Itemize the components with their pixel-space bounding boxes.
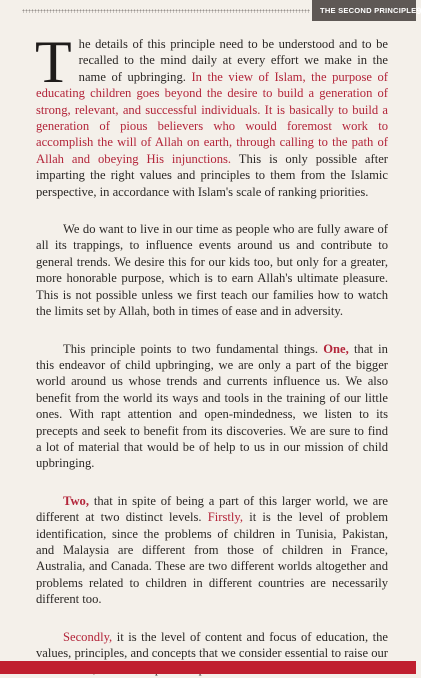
paragraph-3	[36, 341, 388, 472]
header-dotted-rule	[22, 9, 310, 13]
keyword-secondly: Secondly,	[63, 629, 113, 644]
header-block	[312, 0, 421, 21]
paragraph-4-part1: that in spite of being a part of this larger world, we are different at two distinct levels.	[36, 493, 388, 525]
paragraph-3-rest: that in this endeavor of child upbringing, we are only a part of the bigger world around us whose trends and currents influence us. We also benefit from the world its ways and tools in the training of our little ones. With rapt attention and open-mindedness, we listen to its precepts and seek to benefit from its discoveries. We are sure to find a lot of material that would be of help to us in our mission of child upbringing.	[36, 341, 388, 471]
drop-cap: T	[35, 29, 72, 95]
running-title: THE SECOND PRINCIPLE	[320, 6, 417, 15]
paragraph-1-outro: This is only possible after imparting the right values and principles to them from the Islamic perspective, in accordance with Islam's scale of ranking priorities.	[36, 151, 388, 199]
paragraph-3-lead: This principle points to two fundamental things.	[63, 341, 318, 356]
body-text	[35, 29, 388, 678]
keyword-one: One,	[323, 341, 349, 356]
paragraph-1-intro: he details of this principle need to be understood and to be recalled to the mind daily at every effort we make in the name of upbringing.	[78, 37, 388, 84]
paragraph-4-part2: it is the level of problem identification, since the problems of children in Tunisia, Pakistan, and Malaysia are different from those of children in France, Australia, and Canada. These are two different worlds altogether and problems related to children in different countries are necessarily different too.	[36, 510, 388, 607]
bottom-accent-bar	[0, 661, 416, 674]
running-header	[0, 0, 421, 18]
keyword-two: Two,	[63, 493, 90, 508]
paragraph-1	[35, 29, 388, 200]
paragraph-2: We do want to live in our time as people who are fully aware of all its trappings, to influence events around us and contribute to general trends. We desire this for our kids too, but only for a greater, more honorable purpose, which is to earn Allah's ultimate pleasure. This is not possible unless we first teach our families how to watch the limits set by Allah, both in times of ease and in adversity.	[36, 222, 388, 319]
paragraph-1-highlight: In the view of Islam, the purpose of educating children goes beyond the desire to build a generation of strong, relevant, and successful individuals. It is basically to build a generation of pious believers who would foremost work to accomplish the will of Allah on earth, through calling to the path of Allah and obeying His injunctions.	[36, 69, 388, 166]
paragraph-4	[36, 493, 388, 608]
page-number: 9	[416, 5, 421, 16]
keyword-firstly: Firstly,	[207, 510, 243, 525]
paragraph-5-rest: it is the level of content and focus of education, the values, principles, and concepts that we consider essential to raise our	[36, 629, 388, 660]
